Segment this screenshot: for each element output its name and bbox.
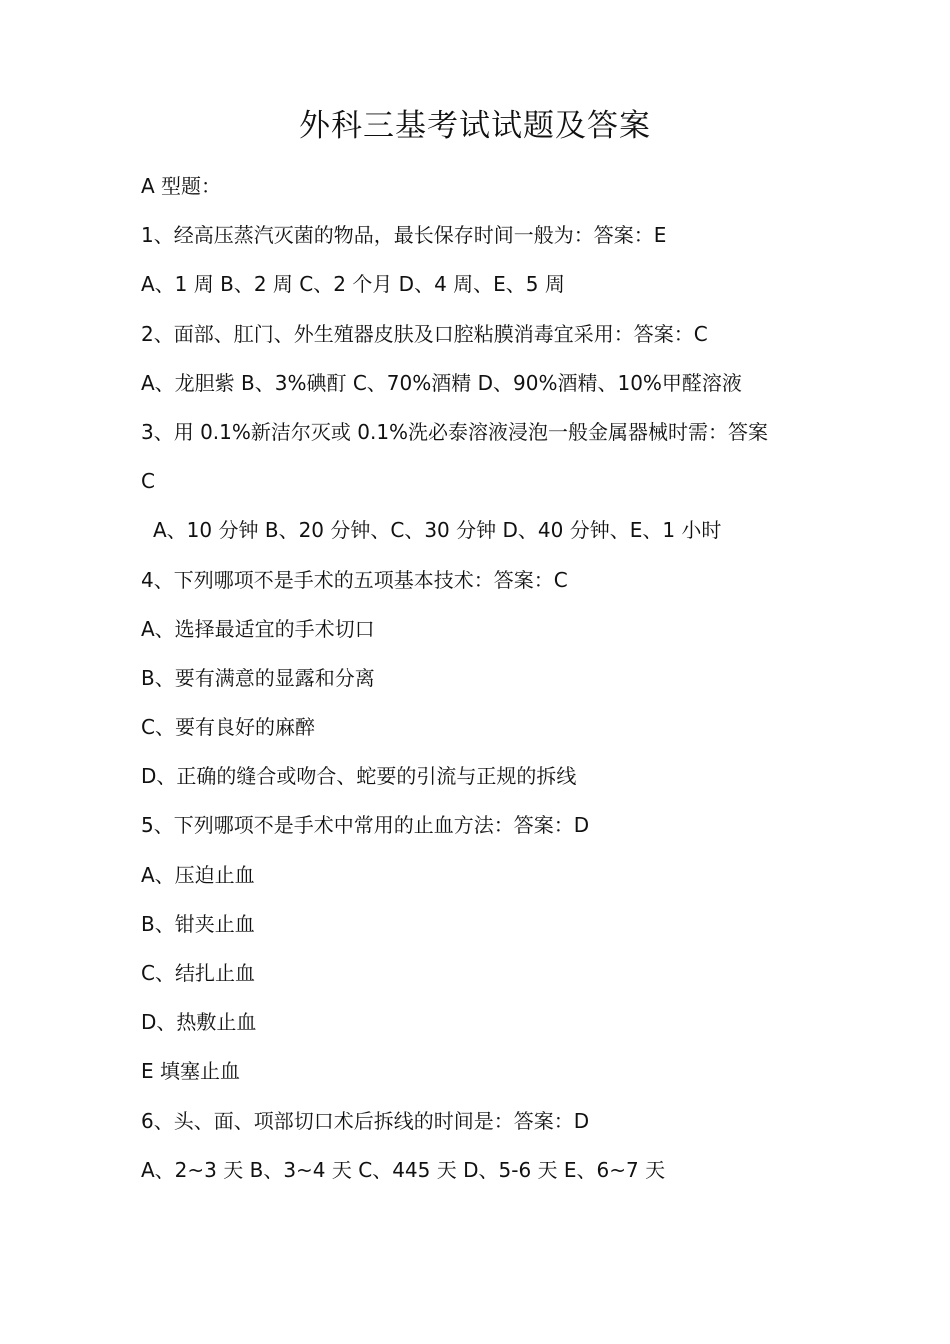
question-4-option-a: A、选择最适宜的手术切口 xyxy=(141,616,375,641)
question-3: 3、用 0.1%新洁尔灭或 0.1%洗必泰溶液浸泡一般金属器械时需：答案 xyxy=(141,419,769,444)
question-5-option-c: C、结扎止血 xyxy=(141,961,255,985)
question-2: 2、面部、肛门、外生殖器皮肤及口腔粘膜消毒宜采用：答案：C xyxy=(141,321,708,346)
document-title: 外科三基考试试题及答案 xyxy=(299,108,651,144)
question-4: 4、下列哪项不是手术的五项基本技术：答案：C xyxy=(141,567,568,592)
question-4-option-d: D、正确的缝合或吻合、蛇要的引流与正规的拆线 xyxy=(141,764,577,789)
document-body xyxy=(141,169,821,1202)
question-6-options: A、2~3 天 B、3~4 天 C、445 天 D、5-6 天 E、6~7 天 xyxy=(141,1157,666,1182)
question-5-option-e: E 填塞止血 xyxy=(141,1059,240,1084)
question-5-option-b: B、钳夹止血 xyxy=(141,911,255,936)
question-1: 1、经高压蒸汽灭菌的物品，最长保存时间一般为：答案：E xyxy=(141,223,667,248)
question-2-options: A、龙胆紫 B、3%碘酊 C、70%酒精 D、90%酒精、10%甲醛溶液 xyxy=(141,370,742,395)
question-4-option-b: B、要有满意的显露和分离 xyxy=(141,665,375,690)
section-heading: A 型题： xyxy=(141,174,222,198)
question-5-option-d: D、热敷止血 xyxy=(141,1010,257,1035)
question-5-option-a: A、压迫止血 xyxy=(141,862,255,887)
question-5: 5、下列哪项不是手术中常用的止血方法：答案：D xyxy=(141,813,590,838)
question-6: 6、头、面、项部切口术后拆线的时间是：答案：D xyxy=(141,1108,590,1133)
question-4-option-c: C、要有良好的麻醉 xyxy=(141,715,315,740)
question-1-options: A、1 周 B、2 周 C、2 个月 D、4 周、E、5 周 xyxy=(141,272,565,297)
question-3-options: A、10 分钟 B、20 分钟、C、30 分钟 D、40 分钟、E、1 小时 xyxy=(153,518,722,543)
question-3-answer: C xyxy=(141,469,155,494)
